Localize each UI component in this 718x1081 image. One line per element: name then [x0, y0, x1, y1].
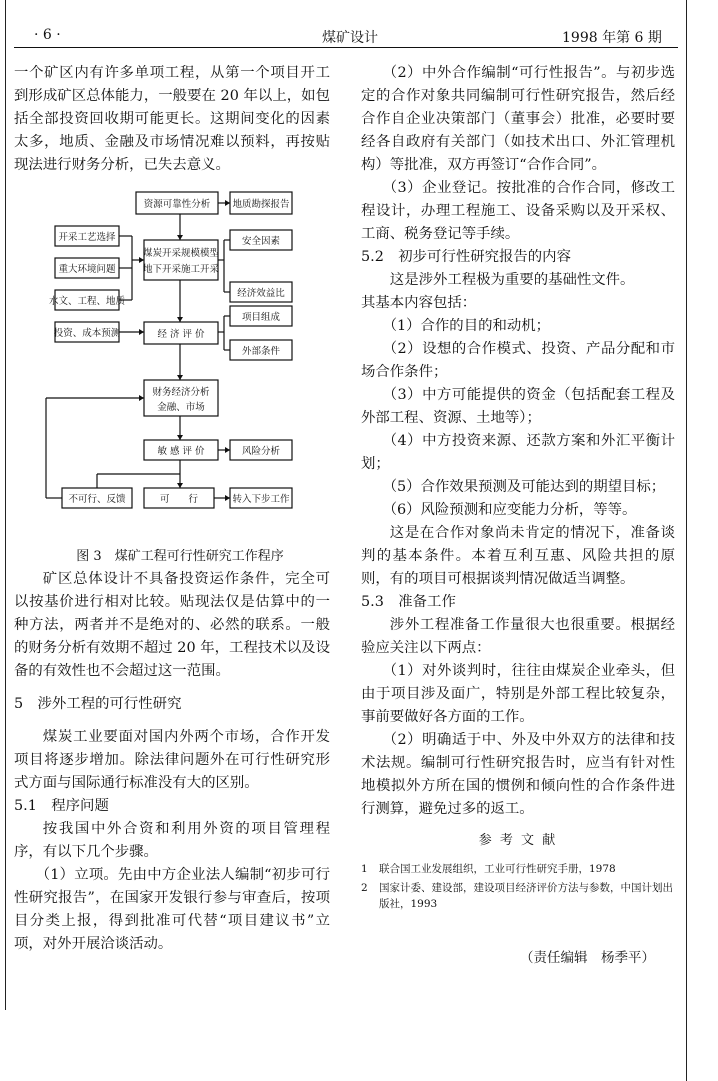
box-next-label: 转入下步工作 — [232, 494, 290, 505]
step-2-paragraph: （2）中外合作编制“可行性报告”。与初步选定的合作对象共同编制可行性研究报告，然后经合作自企业决策部门（董事会）批准，必要时要经各自政府有关部门（如技术出口、外汇管理机构）等批准，双方再签订“合作合同”。 — [361, 65, 675, 173]
section-5-1-heading: 5.1 程序问题 — [14, 798, 109, 814]
section-5-2-lead: 其基本内容包括： — [361, 295, 477, 311]
references — [361, 833, 675, 915]
box-risk-label: 风险分析 — [241, 446, 281, 457]
reference-text: 国家计委、建设部，建设项目经济评价方法与参数，中国计划出版社，1993 — [379, 882, 673, 910]
reference-text: 联合国工业发展组织，工业可行性研究手册，1978 — [379, 863, 616, 875]
box-sens-label: 敏 感 评 价 — [157, 446, 205, 457]
content-item: （3）中方可能提供的资金（包括配套工程及外部工程、资源、土地等）； — [361, 387, 675, 426]
section-5-3-heading: 5.3 准备工作 — [361, 594, 456, 610]
content-item: （6）风险预测和应变能力分析，等等。 — [382, 502, 637, 518]
content-item: （1）合作的目的和动机； — [382, 318, 551, 334]
box-safety-label: 安全因素 — [241, 236, 281, 247]
box-center-label-1: 煤炭开采规模模型 — [142, 248, 220, 259]
section-5-2-heading: 5.2 初步可行性研究报告的内容 — [361, 249, 571, 265]
section-5-heading: 5 涉外工程的可行性研究 — [14, 696, 182, 712]
box-geology-label: 地质勘探报告 — [232, 199, 290, 210]
section-5-2-intro: 这是涉外工程极为重要的基础性文件。 — [389, 272, 635, 288]
box-mining-label: 开采工艺选择 — [58, 232, 116, 243]
reference-item — [361, 861, 675, 877]
content-item: （2）设想的合作模式、投资、产品分配和市场合作条件； — [361, 341, 675, 380]
section-5-2-closing: 这是在合作对象尚未肯定的情况下，准备谈判的基本条件。本着互利互惠、风险共担的原则，有的项目可根据谈判情况做适当调整。 — [361, 525, 675, 587]
flowchart-figure — [40, 186, 300, 516]
step-3-paragraph: （3）企业登记。按批准的合作合同，修改工程设计，办理工程施工、设备采购以及开采权、工商、税务登记等手续。 — [361, 180, 675, 242]
box-no-label: 不可行、反馈 — [68, 494, 126, 505]
page-frame-right — [686, 0, 687, 1081]
page-number: · 6 · — [34, 27, 61, 43]
journal-title: 煤矿设计 — [322, 30, 378, 46]
box-fin-label-1: 财务经济分析 — [152, 387, 210, 398]
step-1-paragraph: （1）立项。先由中方企业法人编制“初步可行性研究报告”，在国家开发银行参与审查后，按项目分类上报，得到批准可代替“项目建议书”立项，对外开展洽谈活动。 — [14, 867, 330, 952]
reference-number: 1 — [361, 863, 368, 875]
box-center-label-2: 地下开采施工开采 — [142, 264, 220, 275]
box-resource-label: 资源可靠性分析 — [143, 199, 211, 210]
issue-label: 1998 年第 6 期 — [562, 30, 662, 46]
editor-credit: （责任编辑 杨季平） — [520, 950, 655, 966]
section-5-paragraph: 煤炭工业要面对国内外两个市场，合作开发项目将逐步增加。除法律问题外在可行性研究形式方面与国际通行标准没有大的区别。 — [14, 729, 330, 791]
reference-item — [361, 880, 675, 912]
section-5-1-paragraph: 按我国中外合资和利用外资的项目管理程序，有以下几个步骤。 — [14, 821, 330, 860]
prep-1-paragraph: （1）对外谈判时，往往由煤炭企业牵头，但由于项目涉及面广，特别是外部工程比较复杂，事前要做好各方面的工作。 — [361, 663, 675, 725]
box-water-label: 水文、工程、地质 — [48, 296, 126, 307]
box-env-label: 重大环境问题 — [58, 264, 116, 275]
left-column-top — [14, 62, 330, 177]
box-external-label: 外部条件 — [241, 346, 281, 357]
box-cost-label: 投资、成本预测 — [53, 328, 121, 339]
after-figure-paragraph: 矿区总体设计不具备投资运作条件，完全可以按基价进行相对比较。贴现法仅是估算中的一种方法，两者并不是绝对的、必然的联系。一般的财务分析有效期不超过 20 年，工程技术以及设备的有效性也不会超过这一范围。 — [14, 571, 330, 679]
page-frame-left — [5, 0, 6, 1010]
content-item: （4）中方投资来源、还款方案和外汇平衡计划； — [361, 433, 675, 472]
box-eval-label: 经 济 评 价 — [157, 329, 205, 340]
box-yes-label: 可 行 — [159, 494, 199, 505]
box-project-label: 项目组成 — [241, 312, 281, 323]
section-5-3-paragraph: 涉外工程准备工作量很大也很重要。根据经验应关注以下两点： — [361, 617, 675, 656]
figure-caption: 图 3 煤矿工程可行性研究工作程序 — [76, 549, 284, 564]
right-column — [361, 62, 675, 821]
reference-number: 2 — [361, 882, 368, 894]
prep-2-paragraph: （2）明确适于中、外及中外双方的法律和技术法规。编制可行性研究报告时，应当有针对性地模拟外方所在国的惯例和倾向性的合作条件进行测算，避免过多的返工。 — [361, 732, 675, 817]
content-item: （5）合作效果预测及可能达到的期望目标； — [382, 479, 666, 495]
page-header — [14, 25, 678, 48]
left-column-bottom — [14, 568, 330, 956]
box-econ-label: 经济效益比 — [237, 288, 285, 299]
box-fin-label-2: 金融、市场 — [157, 402, 205, 413]
references-title: 参 考 文 献 — [478, 833, 558, 848]
intro-paragraph: 一个矿区内有许多单项工程，从第一个项目开工到形成矿区总体能力，一般要在 20 年以上，如包括全部投资回收期可能更长。这期间变化的因素太多，地质、金融及市场情况难以预料，再按贴现法进行财务分析，已失去意义。 — [14, 65, 330, 173]
